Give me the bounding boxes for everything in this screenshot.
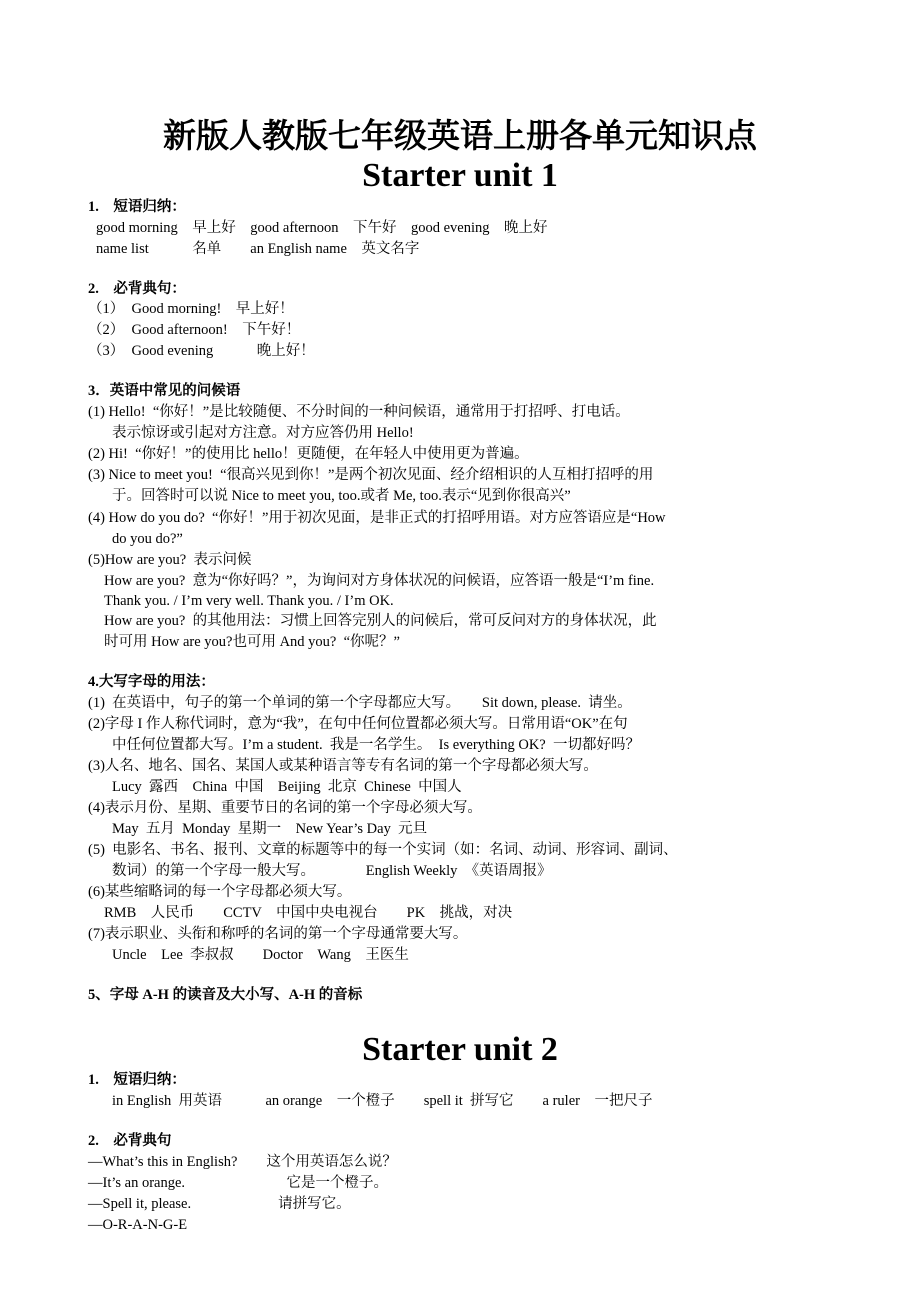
unit1-title: Starter unit 1 — [362, 157, 558, 194]
unit2-s1-heading: 1. 短语归纳： — [88, 1072, 186, 1088]
document-title: 新版人教版七年级英语上册各单元知识点 — [163, 116, 757, 155]
unit1-s2-line: （3） Good evening 晚上好！ — [88, 343, 315, 359]
unit1-s3-heading: 3．英语中常见的问候语 — [88, 383, 241, 399]
unit2-s2-line: —It’s an orange. 它是一个橙子。 — [88, 1175, 389, 1191]
unit1-s3-line: do you do?” — [112, 531, 183, 547]
unit1-s4-heading: 4.大写字母的用法： — [88, 674, 215, 690]
unit2-s1-line1: in English 用英语 an orange 一个橙子 spell it 拼写它 a ruler 一把尺子 — [112, 1093, 653, 1109]
unit2-s2-line: —Spell it, please. 请拼写它。 — [88, 1196, 351, 1212]
unit2-title: Starter unit 2 — [362, 1031, 558, 1068]
unit1-s3-line: (1) Hello! “你好！”是比较随便、不分时间的一种问候语，通常用于打招呼、打电话。 — [88, 404, 630, 420]
unit1-s3-line: 时可用 How are you?也可用 And you? “你呢？” — [104, 634, 400, 650]
unit1-s5-heading: 5、字母 A-H 的读音及大小写、A-H 的音标 — [88, 987, 363, 1003]
unit1-s2-line: （1） Good morning! 早上好！ — [88, 301, 294, 317]
unit1-s4-line: (1) 在英语中，句子的第一个单词的第一个字母都应大写。 Sit down, please. 请坐。 — [88, 695, 632, 711]
unit1-s2-heading: 2. 必背典句： — [88, 281, 186, 297]
unit1-s1-heading: 1. 短语归纳： — [88, 199, 186, 215]
unit1-s4-line: 中任何位置都大写。I’m a student. 我是一名学生。 Is everything OK? 一切都好吗？ — [112, 737, 640, 753]
unit1-s4-line: (2)字母 I 作人称代词时，意为“我”，在句中任何位置都必须大写。日常用语“OK”在句 — [88, 716, 628, 732]
unit1-s1-line1: good morning 早上好 good afternoon 下午好 good evening 晚上好 — [96, 220, 548, 236]
unit1-s3-line: (2) Hi! “你好！”的使用比 hello！更随便，在年轻人中使用更为普遍。 — [88, 446, 529, 462]
unit1-s4-line: 数词）的第一个字母一般大写。 English Weekly 《英语周报》 — [112, 863, 552, 879]
unit2-s2-heading: 2. 必背典句 — [88, 1133, 172, 1149]
unit2-s2-line: —O-R-A-N-G-E — [88, 1217, 188, 1233]
unit1-s4-line: (4)表示月份、星期、重要节日的名词的第一个字母必须大写。 — [88, 800, 482, 816]
unit1-s3-line: (3) Nice to meet you! “很高兴见到你！”是两个初次见面、经介绍相识的人互相打招呼的用 — [88, 467, 654, 483]
unit2-s2-line: —What’s this in English? 这个用英语怎么说？ — [88, 1154, 397, 1170]
unit1-s4-line: (5) 电影名、书名、报刊、文章的标题等中的每一个实词（如：名词、动词、形容词、副词、 — [88, 842, 678, 858]
unit1-s4-line: Lucy 露西 China 中国 Beijing 北京 Chinese 中国人 — [112, 779, 462, 795]
unit1-s4-line: May 五月 Monday 星期一 New Year’s Day 元旦 — [112, 821, 428, 837]
unit1-s4-line: (6)某些缩略词的每一个字母都必须大写。 — [88, 884, 352, 900]
unit1-s3-line: (5)How are you? 表示问候 — [88, 552, 252, 568]
unit1-s3-line: How are you? 的其他用法：习惯上回答完别人的问候后，常可反问对方的身体状况，此 — [104, 613, 657, 629]
unit1-s4-line: Uncle Lee 李叔叔 Doctor Wang 王医生 — [112, 947, 409, 963]
unit1-s3-line: 表示惊讶或引起对方注意。对方应答仍用 Hello! — [112, 425, 414, 441]
unit1-s3-line: Thank you. / I’m very well. Thank you. / I’m OK. — [104, 593, 394, 609]
unit1-s3-line: (4) How do you do? “你好！”用于初次见面，是非正式的打招呼用语。对方应答语应是“How — [88, 510, 666, 526]
unit1-s4-line: (3)人名、地名、国名、某国人或某种语言等专有名词的第一个字母都必须大写。 — [88, 758, 598, 774]
unit1-s1-line2: name list 名单 an English name 英文名字 — [96, 241, 420, 257]
unit1-s3-line: How are you? 意为“你好吗？”，为询问对方身体状况的问候语，应答语一般是“I’m fine. — [104, 573, 655, 589]
unit1-s2-line: （2） Good afternoon! 下午好！ — [88, 322, 301, 338]
unit1-s4-line: (7)表示职业、头衔和称呼的名词的第一个字母通常要大写。 — [88, 926, 468, 942]
unit1-s3-line: 于。回答时可以说 Nice to meet you, too.或者 Me, too.表示“见到你很高兴” — [112, 488, 571, 504]
unit1-s4-line: RMB 人民币 CCTV 中国中央电视台 PK 挑战，对决 — [104, 905, 513, 921]
